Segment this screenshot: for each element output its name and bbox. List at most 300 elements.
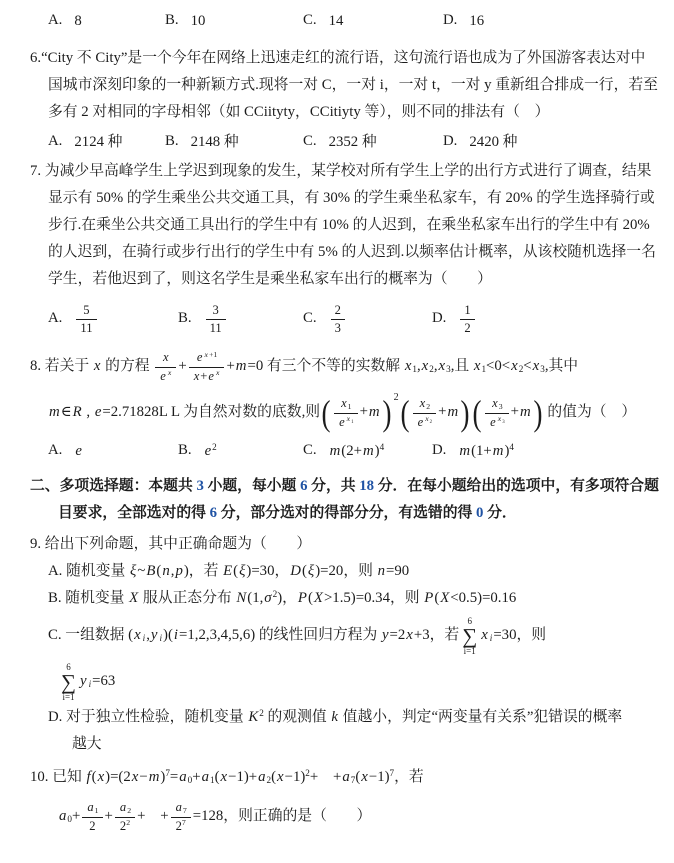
fraction-denominator (485, 414, 508, 429)
option-item (303, 128, 377, 155)
q7-line-4 (0, 239, 674, 266)
option-value (74, 129, 122, 155)
text-run: =2 (389, 627, 406, 643)
text-run: a (258, 769, 266, 785)
option-label: B. (178, 310, 192, 326)
q7-line-5 (0, 266, 674, 293)
text-run: =2.71828L L 为自然对数的底数,则 (102, 404, 321, 420)
text-run: 二、多项选择题：本题共 (30, 478, 197, 494)
sigma-glyph: ∑ (61, 669, 76, 694)
option-label: B. (178, 442, 192, 458)
option-value (191, 129, 239, 155)
group-exponent: 2 (393, 391, 399, 403)
text-run: 2 (89, 818, 96, 833)
text-run: 2 (126, 818, 131, 828)
text-run: x (134, 627, 141, 643)
superscript (165, 768, 170, 778)
option-label: B. (165, 133, 179, 149)
fraction-denominator (171, 818, 191, 833)
fraction-numerator (206, 303, 226, 320)
paren-group (320, 393, 399, 433)
text-run: x (97, 769, 105, 785)
text-run: i (159, 633, 163, 644)
score-number: 6 (300, 478, 308, 494)
text-run: ( (355, 769, 361, 785)
text-run: p (175, 563, 183, 579)
option-value (191, 8, 206, 34)
right-paren: ) (460, 392, 470, 433)
text-run: x (131, 769, 139, 785)
text-run: 0 (187, 775, 193, 786)
option-label: C. (303, 442, 317, 458)
fraction-denominator (115, 818, 135, 833)
text-run: x (346, 414, 351, 424)
text-run: 0 (67, 814, 72, 825)
text-run: + + (309, 769, 342, 785)
text-run: 11 (209, 321, 222, 336)
text-run: y (79, 673, 87, 689)
fraction-numerator (485, 396, 508, 413)
text-run: x (511, 358, 518, 374)
option-label: C. (303, 12, 317, 28)
text-run: 2 (429, 364, 434, 375)
q9-option-d-line-1 (0, 704, 674, 731)
right-paren: ) (533, 392, 543, 433)
text-run: 6.“City 不 City”是一个今年在网络上迅速走红的流行语，这句流行语也成为了外国游客表达对中 (30, 50, 646, 66)
text-run: + (200, 368, 208, 383)
math-fraction (460, 303, 474, 335)
option-value (469, 129, 517, 155)
option-value (458, 296, 476, 342)
subscript (348, 402, 352, 411)
text-run: ,其中 (544, 358, 579, 374)
q9-option-c-line-1 (0, 612, 674, 658)
option-value (74, 8, 81, 34)
option-item (48, 437, 83, 464)
fraction-numerator (331, 303, 345, 320)
text-run: 1 (351, 419, 354, 425)
superscript (215, 368, 220, 377)
text-run: ( (434, 590, 440, 606)
text-run: x (341, 396, 347, 411)
text-run: P (297, 590, 307, 606)
text-run: e (160, 368, 166, 383)
superscript (424, 414, 432, 423)
text-run: , (146, 627, 150, 643)
superscript (380, 442, 385, 452)
option-item (303, 7, 343, 34)
text-run: 8. 若关于 (30, 358, 93, 374)
text-run: e (417, 414, 424, 429)
option-value (329, 438, 385, 464)
text-run: 1 (210, 775, 215, 786)
left-paren: ( (321, 392, 331, 433)
subscript (481, 364, 486, 374)
text-run: x (163, 350, 169, 365)
text-run: ( (156, 563, 162, 579)
q6-line-2 (0, 72, 674, 99)
text-run: < (523, 358, 532, 374)
score-number: 6 (209, 505, 218, 521)
subscript (446, 364, 451, 374)
right-paren: ) (382, 392, 392, 433)
subscript (502, 420, 504, 425)
fraction-denominator (331, 320, 345, 335)
option-label: A. (48, 133, 63, 149)
sum-lower-limit: i=1 (62, 691, 75, 702)
fraction-numerator (155, 350, 176, 367)
text-run: x (204, 350, 208, 360)
subscript (159, 633, 164, 643)
text-run: 7 (181, 818, 186, 828)
text-run: ξ (239, 563, 246, 579)
text-run: y (381, 627, 389, 643)
q7-options-row (0, 295, 674, 341)
superscript (346, 414, 354, 423)
option-label: A. (48, 310, 63, 326)
text-run: + (359, 404, 368, 420)
text-run: =1,2,3,4,5,6) 的线性回归方程为 (179, 627, 381, 643)
option-label: D. (432, 310, 447, 326)
text-run: ) (374, 442, 380, 459)
fraction-numerator (171, 800, 191, 817)
superscript (212, 442, 217, 452)
q8-line-2 (0, 389, 674, 435)
text-run: 的方程 (101, 358, 154, 374)
fraction-numerator (334, 396, 357, 413)
text-run: x (421, 358, 429, 374)
text-run: 小题，每小题 (203, 478, 301, 494)
text-run: a (201, 769, 209, 785)
superscript (497, 414, 505, 423)
text-run: 2148 种 (190, 133, 239, 150)
text-run: e (196, 350, 203, 365)
text-run: m (368, 404, 380, 420)
text-run: )( (163, 627, 173, 643)
fraction-numerator (189, 350, 225, 367)
text-run: ( (233, 563, 239, 579)
text-run: x (473, 358, 481, 374)
fraction-denominator (76, 320, 96, 335)
option-label: D. (443, 12, 458, 28)
text-run: 2420 种 (469, 133, 518, 150)
q9-stem (0, 531, 674, 558)
subscript (267, 775, 272, 785)
q9-option-d-line-2 (0, 731, 674, 758)
text-run: ) (160, 769, 166, 785)
text-run: ∈ (60, 404, 72, 420)
q6-line-1 (0, 45, 674, 72)
fraction-denominator (460, 320, 474, 335)
option-item (303, 437, 384, 464)
text-run: x (193, 368, 200, 383)
option-label: A. (48, 442, 63, 458)
text-run: ) (504, 442, 510, 459)
text-run: m (492, 442, 504, 459)
text-run: 8 (74, 12, 82, 29)
text-run: i (142, 633, 146, 644)
q10-line-2 (0, 793, 674, 839)
text-run: )=(2 (105, 769, 131, 785)
text-run: 学生，若他迟到了，则这名学生是乘坐私家车出行的概率为（ ） (48, 271, 492, 287)
option-label: D. (432, 442, 447, 458)
superscript (509, 442, 514, 452)
subscript (430, 420, 432, 425)
text-run: x (532, 358, 540, 374)
text-run: + (226, 358, 235, 374)
text-run: <0< (486, 358, 511, 374)
math-fraction (334, 396, 357, 428)
text-run: <0.5)=0.16 (450, 590, 517, 606)
text-run: 2 (272, 588, 278, 599)
text-run: 国城市深刻印象的一种新颖方式.现将一对 C，一对 i，一对 t，一对 y 重新组合排成一行，若至 (48, 77, 658, 93)
text-run: ( (301, 563, 307, 579)
text-run: 的人迟到，在骑行或步行出行的学生中有 5% 的人迟到.以频率估计概率，从该校随机选择一名 (48, 244, 656, 260)
text-run: a (87, 800, 94, 815)
text-run: D. 对于独立性检验，随机变量 (48, 709, 248, 725)
text-run: 3 (502, 419, 505, 425)
text-run: m (148, 769, 160, 785)
text-run: + (104, 808, 113, 824)
text-run: 1 (347, 402, 352, 412)
superscript (273, 589, 278, 599)
q7-line-1 (0, 158, 674, 185)
text-run: X (313, 590, 323, 606)
paren-group-body (411, 396, 460, 428)
fraction-denominator (82, 818, 102, 833)
fraction-numerator (460, 303, 474, 320)
text-run: x (425, 414, 429, 424)
text-run: m (329, 442, 341, 459)
text-run: + (192, 769, 201, 785)
text-run: =0 有三个不等的实数解 (247, 358, 404, 374)
q9-option-b (0, 585, 674, 612)
text-run: (1+ (471, 442, 492, 459)
subscript (489, 633, 494, 643)
text-run: , (170, 563, 175, 579)
text-run: 目要求，全部选对的得 (58, 505, 210, 521)
text-run: x (404, 358, 412, 374)
superscript (390, 768, 395, 778)
option-value (329, 129, 377, 155)
text-run: x (215, 368, 220, 378)
option-value (74, 438, 83, 464)
q5-options-row (0, 7, 674, 33)
text-run: =128，则正确的是（ ） (192, 808, 372, 824)
text-run: m (49, 404, 60, 420)
text-run: >1.5)=0.34，则 (323, 590, 424, 606)
text-run: 2352 种 (328, 133, 377, 150)
option-item (443, 128, 517, 155)
text-run: 5 (83, 303, 90, 318)
left-paren: ( (400, 392, 410, 433)
text-run: 7 (165, 767, 170, 778)
subscript (95, 806, 99, 815)
text-run: ~ (137, 563, 146, 579)
text-run: 2 (518, 364, 524, 375)
text-run: m (235, 358, 247, 374)
left-paren: ( (472, 392, 482, 433)
q7-line-2 (0, 185, 674, 212)
text-run: E (223, 563, 233, 579)
text-run: 7 (182, 806, 187, 816)
math-fraction (331, 303, 345, 335)
q6-options-row (0, 128, 674, 154)
math-fraction (171, 800, 191, 832)
text-run: 9. 给出下列命题，其中正确命题为（ ） (30, 536, 312, 552)
paren-group-body (483, 396, 532, 428)
fraction-denominator (334, 414, 357, 429)
text-run: e (204, 442, 212, 459)
option-value (329, 8, 344, 34)
subscript (540, 364, 545, 374)
text-run: 2 (175, 818, 182, 833)
text-run: x (361, 769, 368, 785)
text-run: 1 (94, 806, 99, 816)
text-run: f (86, 769, 91, 785)
text-run: 11 (80, 321, 93, 336)
text-run: 的观测值 (263, 709, 331, 725)
text-run: 3 (540, 364, 545, 375)
text-run: x (277, 769, 284, 785)
paren-group (399, 393, 472, 433)
q8-options-row (0, 437, 674, 463)
text-run: B (146, 563, 156, 579)
sum-upper-limit: 6 (467, 615, 472, 626)
text-run: 16 (469, 12, 485, 29)
math-fraction (485, 396, 508, 428)
subscript (142, 633, 147, 643)
text-run: 4 (509, 441, 514, 452)
q6-line-3 (0, 99, 674, 126)
text-run: )=20，则 (315, 563, 377, 579)
score-number: 3 (196, 478, 204, 494)
text-run: a (119, 800, 127, 815)
text-run: 3 (334, 321, 341, 336)
text-run: 值越小，判定“两变量有关系”犯错误的概率 (338, 709, 623, 725)
text-run: =63 (92, 673, 116, 689)
sum-upper-limit: 6 (66, 661, 71, 672)
fraction-numerator (76, 303, 96, 320)
option-value (329, 296, 347, 342)
text-run: e (75, 442, 82, 459)
text-run: i (489, 633, 493, 644)
score-number: 0 (476, 505, 484, 521)
text-run: 1 (464, 303, 471, 318)
text-run: a (175, 800, 182, 815)
text-run: n (377, 563, 386, 579)
option-label: C. (303, 133, 317, 149)
text-run: R (72, 404, 82, 420)
text-run: a (179, 769, 187, 785)
summation-symbol (462, 616, 477, 656)
score-number: 18 (359, 478, 375, 494)
text-run: 10. 已知 (30, 769, 86, 785)
text-run: 2124 种 (74, 133, 123, 150)
text-run: 显示有 50% 的学生乘坐公共交通工具，有 30% 的学生乘坐私家车，有 20% 的学生选择骑行或 (48, 190, 655, 206)
text-run: 3 (498, 402, 503, 412)
option-item (48, 128, 122, 155)
option-item (48, 295, 99, 342)
option-item (432, 295, 477, 342)
subscript (519, 364, 524, 374)
text-run: x (406, 627, 413, 643)
text-run: X (440, 590, 450, 606)
subscript (127, 806, 131, 815)
subscript (351, 775, 356, 785)
option-item (178, 295, 228, 342)
option-value (204, 296, 228, 342)
option-item (48, 7, 82, 34)
text-run: 4 (379, 441, 385, 452)
text-run: −1) (284, 769, 306, 785)
text-run: ξ (307, 563, 315, 579)
text-run: 1 (412, 364, 417, 375)
option-item (178, 437, 217, 464)
superscript (259, 708, 264, 718)
text-run: ( (214, 769, 220, 785)
math-fraction (115, 800, 135, 832)
fraction-numerator (413, 396, 436, 413)
text-run: )，若 (183, 563, 223, 579)
text-run: N (236, 590, 247, 606)
text-run: 越大 (72, 736, 102, 752)
q9-option-a (0, 558, 674, 585)
fraction-denominator (155, 368, 176, 383)
subscript (499, 402, 503, 411)
superscript (305, 768, 310, 778)
text-run: K (248, 709, 259, 725)
math-fraction (155, 350, 176, 382)
text-run: P (424, 590, 434, 606)
text-run: 14 (328, 12, 344, 29)
option-value (458, 438, 514, 464)
text-run: =30，则 (493, 627, 547, 643)
q7-line-3 (0, 212, 674, 239)
text-run: + (510, 404, 519, 420)
math-fraction (189, 350, 225, 382)
subscript (351, 420, 353, 425)
subscript (188, 775, 193, 785)
text-run: + (438, 404, 447, 420)
text-run: e (339, 414, 345, 429)
text-run: ( (91, 769, 97, 785)
math-fraction (206, 303, 226, 335)
text-run: X (129, 590, 139, 606)
text-run: 2 (464, 321, 471, 336)
q10-line-1 (0, 764, 674, 791)
option-value (204, 438, 217, 464)
text-run: , (82, 404, 94, 420)
text-run: 2 (334, 303, 341, 318)
text-run: (1, (247, 590, 264, 606)
text-run: x (220, 769, 228, 785)
sigma-glyph: ∑ (462, 623, 478, 648)
text-run: x (419, 396, 426, 411)
text-run: , (433, 358, 438, 374)
subscript (429, 364, 434, 374)
text-run: i (173, 627, 179, 643)
text-run: + (71, 808, 81, 824)
option-label: B. (165, 12, 179, 28)
sum-lower-limit: i=1 (463, 645, 476, 656)
subscript (426, 402, 430, 411)
q9-option-c-line-2 (0, 658, 674, 704)
text-run: 2 (119, 818, 127, 833)
text-run: m (459, 442, 471, 459)
text-run: m (519, 404, 531, 420)
text-run: 多有 2 对相同的字母相邻（如 CCiityty，CCitiyty 等），则不同的排法有（ ） (48, 104, 550, 120)
